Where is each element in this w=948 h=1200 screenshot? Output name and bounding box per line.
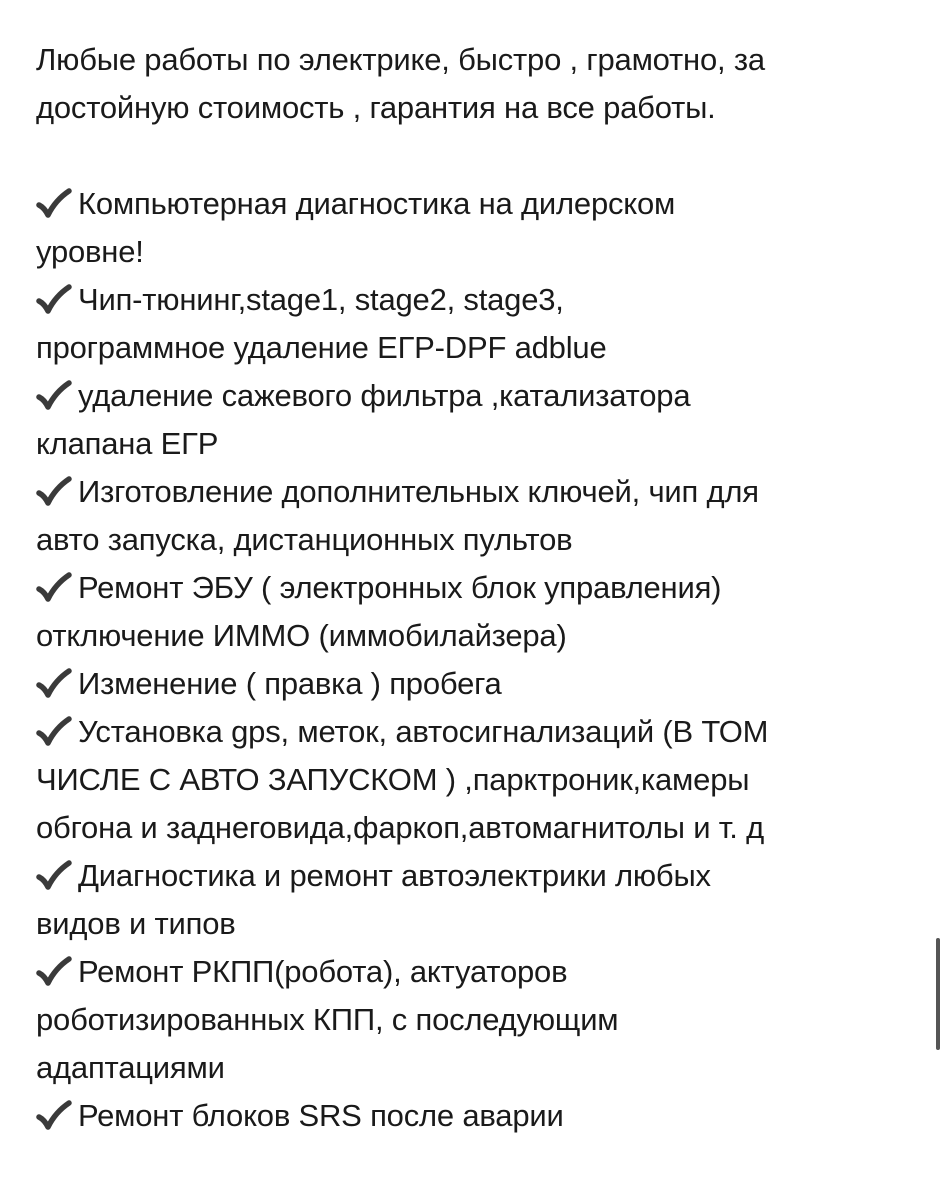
check-mark-icon xyxy=(36,860,72,890)
service-item xyxy=(36,1092,916,1140)
intro-line: Любые работы по электрике, быстро , грамотно, за xyxy=(36,42,765,77)
service-item-first-line xyxy=(36,660,916,708)
check-mark-icon xyxy=(36,1100,72,1130)
service-item-text: программное удаление ЕГР-DPF adblue xyxy=(36,330,607,365)
service-item xyxy=(36,372,916,468)
service-item-text: клапана ЕГР xyxy=(36,426,219,461)
service-item-text: Диагностика и ремонт автоэлектрики любых xyxy=(78,858,711,893)
service-item xyxy=(36,660,916,708)
service-item-text: Изготовление дополнительных ключей, чип для xyxy=(78,474,759,509)
service-item-continuation xyxy=(36,804,916,852)
service-item-text: Ремонт РКПП(робота), актуаторов xyxy=(78,954,568,989)
service-item-text: видов и типов xyxy=(36,906,236,941)
service-list xyxy=(36,180,916,1140)
service-item-text: Чип-тюнинг,stage1, stage2, stage3, xyxy=(78,282,564,317)
service-item-first-line xyxy=(36,1092,916,1140)
service-item-continuation xyxy=(36,324,916,372)
service-item-continuation xyxy=(36,228,916,276)
service-item-first-line xyxy=(36,564,916,612)
service-item-text: удаление сажевого фильтра ,катализатора xyxy=(78,378,691,413)
service-item-text: роботизированных КПП, с последующим xyxy=(36,1002,619,1037)
service-item xyxy=(36,564,916,660)
scrollbar[interactable] xyxy=(936,938,940,1050)
service-item-text: авто запуска, дистанционных пультов xyxy=(36,522,573,557)
service-item-continuation xyxy=(36,756,916,804)
service-item-first-line xyxy=(36,468,916,516)
check-mark-icon xyxy=(36,476,72,506)
intro-line: достойную стоимость , гарантия на все работы. xyxy=(36,90,716,125)
service-item-text: Компьютерная диагностика на дилерском xyxy=(78,186,676,221)
service-item-text: обгона и заднеговида,фаркоп,автомагнитолы и т. д xyxy=(36,810,765,845)
check-mark-icon xyxy=(36,668,72,698)
service-item-text: Изменение ( правка ) пробега xyxy=(78,666,502,701)
service-item-text: Ремонт блоков SRS после аварии xyxy=(78,1098,564,1133)
service-item-continuation xyxy=(36,996,916,1044)
service-item-continuation xyxy=(36,1044,916,1092)
post-text xyxy=(36,36,916,1140)
blank-line xyxy=(36,132,916,180)
service-item-text: Установка gps, меток, автосигнализаций (В ТОМ xyxy=(78,714,769,749)
service-item xyxy=(36,708,916,852)
service-item-text: уровне! xyxy=(36,234,144,269)
check-mark-icon xyxy=(36,284,72,314)
check-mark-icon xyxy=(36,188,72,218)
service-item xyxy=(36,180,916,276)
service-item-continuation xyxy=(36,420,916,468)
check-mark-icon xyxy=(36,572,72,602)
service-item-first-line xyxy=(36,708,916,756)
service-item-first-line xyxy=(36,852,916,900)
service-item-first-line xyxy=(36,948,916,996)
service-item-first-line xyxy=(36,180,916,228)
service-item-text: Ремонт ЭБУ ( электронных блок управления) xyxy=(78,570,722,605)
check-mark-icon xyxy=(36,716,72,746)
service-item-first-line xyxy=(36,276,916,324)
service-item-continuation xyxy=(36,900,916,948)
service-item xyxy=(36,468,916,564)
service-item xyxy=(36,852,916,948)
service-item xyxy=(36,948,916,1092)
check-mark-icon xyxy=(36,380,72,410)
service-item-continuation xyxy=(36,516,916,564)
service-item xyxy=(36,276,916,372)
service-item-text: адаптациями xyxy=(36,1050,225,1085)
service-item-text: ЧИСЛЕ С АВТО ЗАПУСКОМ ) ,парктроник,камеры xyxy=(36,762,750,797)
service-item-text: отключение ИММО (иммобилайзера) xyxy=(36,618,567,653)
service-item-first-line xyxy=(36,372,916,420)
check-mark-icon xyxy=(36,956,72,986)
service-item-continuation xyxy=(36,612,916,660)
